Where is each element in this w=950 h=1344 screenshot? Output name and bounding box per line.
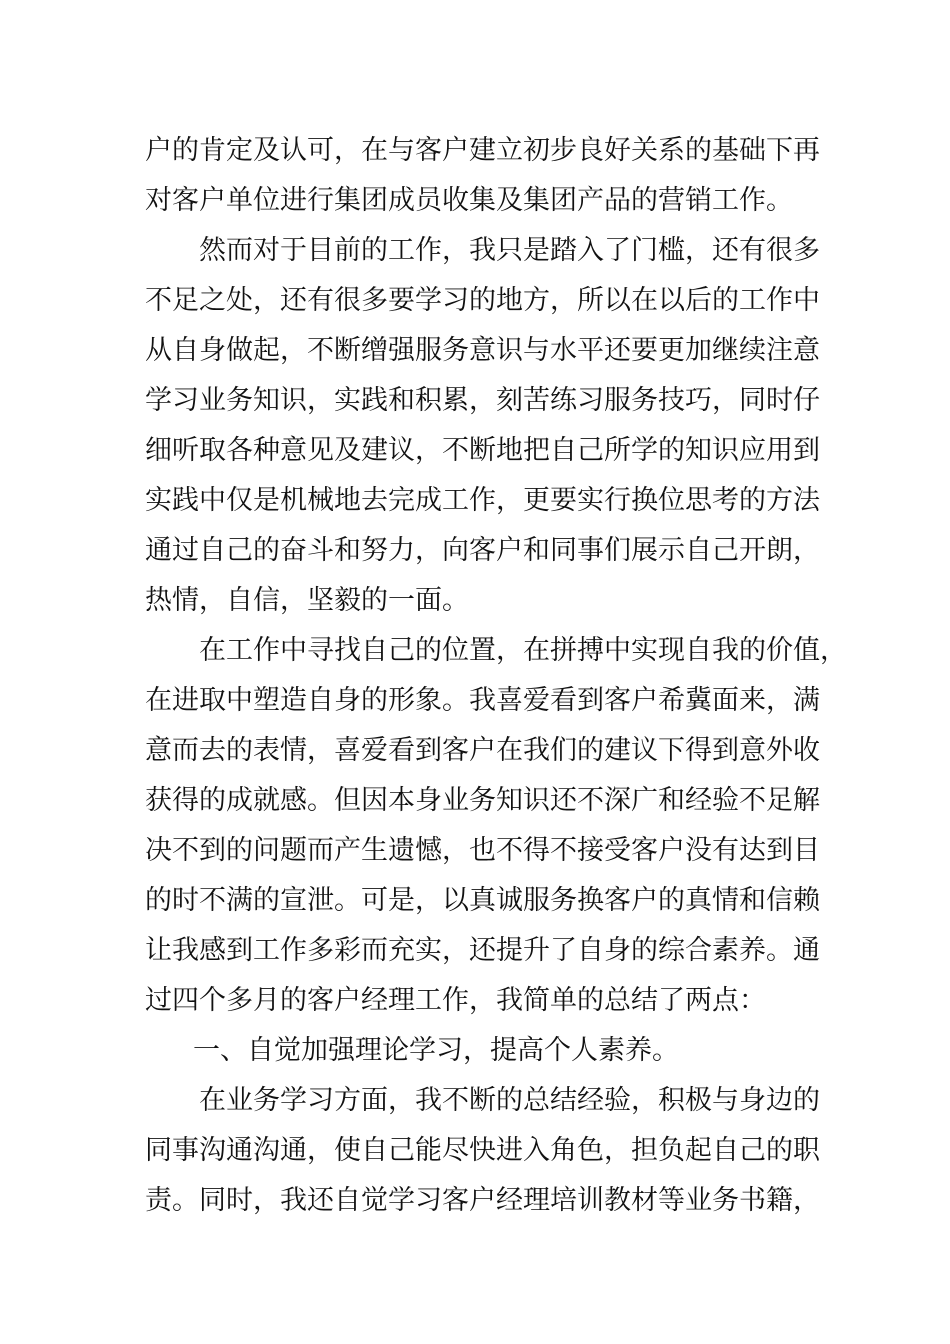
text-line: 的时不满的宣泄。可是，以真诚服务换客户的真情和信赖 (145, 885, 820, 916)
body-text (145, 126, 847, 1226)
text-line: 从自身做起，不断缯强服务意识与水平还要更加继续注意 (145, 335, 820, 366)
text-line: 获得的成就感。但因本身业务知识还不深广和经验不足解 (145, 785, 820, 816)
text-line: 同事沟通沟通，使自己能尽快进入角色，担负起自己的职 (145, 1135, 820, 1166)
text-line: 意而去的表情，喜爱看到客户在我们的建议下得到意外收 (145, 735, 820, 766)
text-line: 让我感到工作多彩而充实，还提升了自身的综合素养。通 (145, 935, 820, 966)
text-line: 户的肯定及认可，在与客户建立初步良好关系的基础下再 (145, 135, 820, 166)
text-line: 通过自己的奋斗和努力，向客户和同事们展示自己开朗， (145, 535, 820, 566)
text-line: 在进取中塑造自身的形象。我喜爱看到客户希冀面来，满 (145, 685, 820, 716)
text-line: 细听取各种意见及建议，不断地把自己所学的知识应用到 (145, 435, 820, 466)
text-line: 学习业务知识，实践和积累，刻苦练习服务技巧，同时仔 (145, 385, 820, 416)
paragraph-start-line: 然而对于目前的工作，我只是踏入了门槛，还有很多 (199, 235, 820, 266)
text-line: 决不到的问题而产生遗憾，也不得不接受客户没有达到目 (145, 835, 820, 866)
paragraph-start-line: 在工作中寻找自己的位置，在拼搏中实现自我的价值， (199, 635, 847, 666)
text-line: 过四个多月的客户经理工作，我简单的总结了两点： (145, 985, 766, 1016)
text-line: 责。同时，我还自觉学习客户经理培训教材等业务书籍， (145, 1185, 820, 1216)
paragraph-start-line: 在业务学习方面，我不断的总结经验，积极与身边的 (199, 1085, 820, 1116)
text-line: 对客户单位进行集团成员收集及集团产品的营销工作。 (145, 185, 793, 216)
text-line: 热情，自信，坚毅的一面。 (145, 585, 469, 616)
text-line: 实践中仅是机械地去完成工作，更要实行换位思考的方法 (145, 485, 820, 516)
section-heading: 一、自觉加强理论学习，提高个人素养。 (193, 1035, 679, 1066)
text-line: 不足之处，还有很多要学习的地方，所以在以后的工作中 (145, 285, 820, 316)
